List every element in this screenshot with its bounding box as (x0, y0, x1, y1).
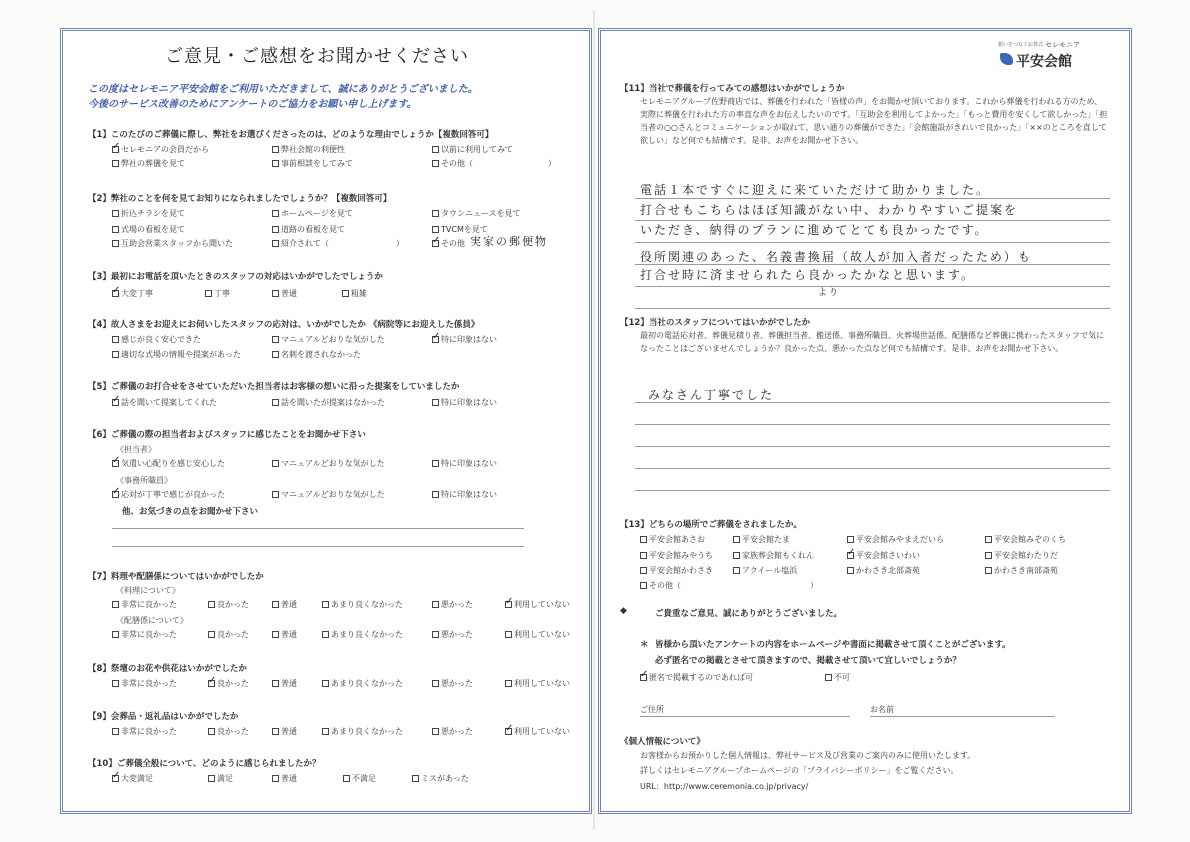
checkbox[interactable] (505, 631, 512, 638)
checkbox-checked[interactable] (112, 775, 119, 782)
q5-option[interactable]: 話を聞いたが提案はなかった (272, 397, 385, 408)
checkbox-checked[interactable] (432, 336, 439, 343)
q5-option[interactable]: 特に印象はない (432, 397, 497, 408)
checkbox[interactable] (112, 210, 119, 217)
q10-option[interactable]: ミスがあった (412, 773, 469, 784)
q13-option[interactable]: 平安会館あさお (640, 534, 705, 545)
q7-option[interactable]: 非常に良かった (112, 599, 177, 610)
q8-label: 【8】祭壇のお花や供花はいかがでしたか (88, 664, 247, 674)
q7-option[interactable]: 悪かった (432, 629, 473, 640)
checkbox[interactable] (432, 728, 439, 735)
checkbox[interactable] (432, 399, 439, 406)
q5-label: 【5】ご葬儀のお打合せをさせていただいた担当者はお客様の想いに沿った提案をしていましたか (88, 382, 460, 392)
q5-option[interactable]: ✓話を聞いて提案してくれた (112, 397, 217, 408)
checkbox[interactable] (112, 680, 119, 687)
q7-option[interactable]: ✓ 利用していない (505, 599, 570, 610)
checkbox[interactable] (432, 146, 439, 153)
q8-option[interactable]: 普通 (272, 678, 297, 689)
checkbox[interactable] (112, 631, 119, 638)
checkbox[interactable] (272, 351, 279, 358)
checkbox[interactable] (205, 290, 212, 297)
q6-option[interactable]: ✓気遣い心配りを感じ安心した (112, 458, 225, 469)
q1-label: 【1】このたびのご葬儀に際し、弊社をお選びくださったのは、どのような理由でしょうか【複数回答可】 (88, 130, 494, 140)
diamond-icon: ◆ (620, 606, 627, 616)
checkbox-checked[interactable] (432, 240, 439, 247)
write-line (112, 546, 524, 547)
page-title: ご意見・ご感想をお聞かせください (165, 46, 469, 67)
checkbox-checked[interactable] (208, 680, 215, 687)
q6-sub-staff: 《担当者》 (116, 445, 156, 454)
checkbox[interactable] (733, 536, 740, 543)
checkbox[interactable] (985, 552, 992, 559)
checkbox[interactable] (640, 552, 647, 559)
privacy-title: 《個人情報について》 (620, 737, 705, 747)
checkbox[interactable] (432, 680, 439, 687)
q8-option[interactable]: 利用していない (505, 678, 570, 689)
q2-label: 【2】弊社のことを何を見てお知りになられましたでしょうか？【複数回答可】 (88, 194, 392, 204)
checkbox[interactable] (825, 674, 832, 681)
q2-handwritten-other: 実家の郵便物 (470, 235, 548, 248)
checkbox[interactable] (208, 631, 215, 638)
q6-option[interactable]: マニュアルどおりな気がした (272, 489, 385, 500)
q8-option[interactable]: ✓ 良かった (208, 678, 249, 689)
q12-description: 最初の電話応対者、葬儀見積り者、葬儀担当者、搬送係、事務所職員、火葬場世話係、配膳係など葬儀に携わったスタッフで気になったことはございませんでしょうか？良かった点、悪かった点など何でも結構です。是非、お声をお聞かせ下さい。 (640, 331, 1105, 353)
checkbox[interactable] (322, 728, 329, 735)
logo-icon (1000, 53, 1013, 65)
q9-option[interactable]: 非常に良かった (112, 726, 177, 737)
checkbox[interactable] (432, 160, 439, 167)
checkbox-checked[interactable] (112, 460, 119, 467)
checkbox-checked[interactable] (112, 146, 119, 153)
write-line (635, 308, 1110, 309)
checkbox-checked[interactable] (112, 290, 119, 297)
checkbox[interactable] (272, 146, 279, 153)
privacy-text-1: お客様からお預かりした個人情報は、弊社サービス及び営業のご案内のみに使用いたします。 (640, 751, 976, 760)
q13-option[interactable]: 平安会館みやうち (640, 550, 713, 561)
q7-option[interactable]: 非常に良かった (112, 629, 177, 640)
q2-option[interactable]: 式場の看板を見て (112, 224, 185, 235)
q13-option[interactable]: アクイール塩浜 (733, 565, 797, 576)
q3-label: 【3】最初にお電話を頂いたときのスタッフの対応はいかがでしたでしょうか (88, 272, 383, 282)
checkbox-checked[interactable] (847, 552, 854, 559)
q11-handwritten: いただき、納得のプランに進めてとても良かったです。 (640, 223, 989, 237)
checkbox[interactable] (322, 601, 329, 608)
q9-option[interactable]: 悪かった (432, 726, 473, 737)
q12-handwritten: みなさん丁寧でした (648, 388, 775, 402)
checkbox[interactable] (343, 775, 350, 782)
q3-option[interactable]: ✓大変丁寧 (112, 288, 153, 299)
q3-option[interactable]: 普通 (272, 288, 297, 299)
q6-option[interactable]: 特に印象はない (432, 489, 497, 500)
checkbox[interactable] (733, 567, 740, 574)
q7-option[interactable]: 普通 (272, 629, 297, 640)
checkbox[interactable] (272, 680, 279, 687)
q6-other-prompt: 他、お気づきの点をお聞かせ下さい (122, 507, 259, 517)
name-label: お名前 (870, 705, 894, 714)
q9-option[interactable]: 良かった (208, 726, 249, 737)
q2-option[interactable]: 道路の看板を見て (272, 224, 345, 235)
checkbox[interactable] (112, 728, 119, 735)
checkbox[interactable] (272, 226, 279, 233)
q2-option[interactable]: タウンニュースを見て (432, 208, 521, 219)
intro-line-2: 今後のサービス改善のためにアンケートのご協力をお願い申し上げます。 (88, 99, 417, 110)
write-line (635, 490, 1110, 491)
q4-option[interactable]: マニュアルどおりな気がした (272, 334, 385, 345)
q7-sub-serving: 《配膳係について》 (116, 616, 188, 625)
write-line (112, 528, 524, 529)
q7-label: 【7】料理や配膳係についてはいかがでしたか (88, 572, 264, 582)
checkbox[interactable] (432, 210, 439, 217)
q11-handwritten: 電話１本ですぐに迎えに来ていただけて助かりました。 (640, 183, 991, 197)
q13-label: 【13】どちらの場所でご葬儀をされましたか。 (620, 520, 802, 530)
checkbox[interactable] (432, 601, 439, 608)
q8-option[interactable]: 悪かった (432, 678, 473, 689)
checkbox[interactable] (640, 536, 647, 543)
checkbox[interactable] (272, 460, 279, 467)
consent-yes-option[interactable]: ✓匿名で掲載するのであれば可 (640, 672, 753, 683)
q13-option[interactable]: ✓ 平安会館さいわい (847, 550, 920, 561)
q3-option[interactable]: 丁寧 (205, 288, 230, 299)
checkbox[interactable] (847, 567, 854, 574)
checkbox[interactable] (847, 536, 854, 543)
write-line (635, 446, 1110, 447)
checkbox[interactable] (272, 601, 279, 608)
q4-label: 【4】故人さまをお迎えにお伺いしたスタッフの応対は、いかがでしたか 《病院等にお迎えした係員》 (88, 320, 480, 330)
q10-option[interactable]: 普通 (272, 773, 297, 784)
q11-description: セレモニアグループ佐野商店では、葬儀を行われた「皆様の声」をお聞かせ頂いております。これから葬儀を行われる方のため、実際に葬儀を行われた方の率直な声をお伝えしたいのです。「互助会を利用してよかった」「もっと費用を安くして欲しかった」「担当者の○○さんとコミュニケーションが取れて、思い通りの葬儀ができた」「会館施設がきれいで良かった」「××のところを直して欲しい」など何でも結構です。是非、お声をお聞かせ下さい。 (640, 97, 1108, 145)
checkbox-checked[interactable] (505, 601, 512, 608)
q2-option-other[interactable]: ✓ その他 (432, 238, 465, 249)
checkbox[interactable] (112, 601, 119, 608)
logo-tagline: 想いをつなぐお葬式 (998, 42, 1044, 48)
q11-handwritten: 打合せもこちらはほぼ知識がない中、わかりやすいご提案を (640, 203, 1019, 217)
q7-option[interactable]: あまり良くなかった (322, 599, 403, 610)
checkbox[interactable] (112, 240, 119, 247)
checkbox[interactable] (640, 567, 647, 574)
name-field[interactable] (870, 716, 1055, 717)
checkbox[interactable] (272, 491, 279, 498)
checkbox[interactable] (272, 290, 279, 297)
checkbox[interactable] (272, 631, 279, 638)
q7-option[interactable]: 普通 (272, 599, 297, 610)
checkbox[interactable] (272, 775, 279, 782)
asterisk-icon: ＊ (640, 640, 649, 650)
q1-option-other[interactable]: その他（ (432, 158, 473, 169)
write-line (635, 198, 1110, 199)
q13-option-other[interactable]: その他（ (640, 580, 681, 591)
intro-line-1: この度はセレモニア平安会館をご利用いただきまして、誠にありがとうございました。 (88, 84, 478, 95)
q4-option[interactable]: 感じが良く安心できた (112, 334, 201, 345)
publish-notice-2: 必ず匿名での掲載とさせて頂きますので、掲載させて頂いて宜しいでしょうか？ (655, 656, 961, 666)
q13-option[interactable]: 平安会館みぞのくち (985, 534, 1066, 545)
checkbox[interactable] (272, 336, 279, 343)
checkbox[interactable] (208, 601, 215, 608)
q6-option[interactable]: マニュアルどおりな気がした (272, 458, 385, 469)
q4-option[interactable]: 適切な式場の情報や提案があった (112, 349, 241, 360)
checkbox-checked[interactable] (112, 399, 119, 406)
q7-sub-food: 《料理について》 (116, 586, 180, 595)
q6-option[interactable]: ✓応対が丁寧で感じが良かった (112, 489, 225, 500)
q13-option[interactable]: 家族葬会館もくれん (733, 550, 814, 561)
q8-option[interactable]: 非常に良かった (112, 678, 177, 689)
checkbox-checked[interactable] (505, 728, 512, 735)
q7-option[interactable]: 悪かった (432, 599, 473, 610)
write-line (635, 424, 1110, 425)
privacy-url-link[interactable]: URL：http://www.ceremonia.co.jp/privacy/ (640, 782, 809, 791)
address-label: ご住所 (640, 705, 664, 714)
q4-option[interactable]: ✓ 特に印象はない (432, 334, 497, 345)
checkbox[interactable] (112, 160, 119, 167)
q7-option[interactable]: 良かった (208, 629, 249, 640)
q11-handwritten: 打合せ時に済ませられたら良かったかなと思います。 (640, 268, 976, 282)
q2-option[interactable]: ホームページを見て (272, 208, 353, 219)
q2-referral-close: ） (396, 239, 404, 248)
checkbox[interactable] (342, 290, 349, 297)
q11-handwritten-insert: より (818, 288, 841, 298)
consent-no-option[interactable]: 不可 (825, 672, 850, 683)
checkbox[interactable] (208, 728, 215, 735)
q13-option[interactable]: 平安会館わたりだ (985, 550, 1058, 561)
checkbox[interactable] (432, 631, 439, 638)
q2-option[interactable]: 折込チラシを見て (112, 208, 185, 219)
q11-handwritten: 役所関連のあった、名義書換届（故人が加入者だったため）も (640, 250, 1032, 264)
q8-option[interactable]: あまり良くなかった (322, 678, 403, 689)
q9-label: 【9】会葬品・返礼品はいかがでしたか (88, 712, 239, 722)
q7-option[interactable]: 良かった (208, 599, 249, 610)
checkbox-checked[interactable] (640, 674, 647, 681)
checkbox[interactable] (985, 567, 992, 574)
q10-option[interactable]: 満足 (208, 773, 233, 784)
logo-name: 平安会館 (1016, 54, 1072, 70)
checkbox[interactable] (112, 336, 119, 343)
q13-option[interactable]: かわさき北部斎苑 (847, 565, 920, 576)
checkbox[interactable] (272, 728, 279, 735)
q6-option[interactable]: 特に印象はない (432, 458, 497, 469)
q1-option[interactable]: 弊社の葬儀を見て (112, 158, 185, 169)
q10-option[interactable]: 不満足 (343, 773, 376, 784)
write-line (635, 286, 1110, 287)
q4-option[interactable]: 名刺を渡されなかった (272, 349, 361, 360)
page-fold (593, 10, 595, 830)
checkbox[interactable] (112, 351, 119, 358)
checkbox[interactable] (505, 680, 512, 687)
closing-thanks: ご貴重なご意見、誠にありがとうございました。 (655, 609, 843, 619)
checkbox-checked[interactable] (112, 491, 119, 498)
q1-option[interactable]: 事前相談をしてみて (272, 158, 353, 169)
checkbox[interactable] (272, 160, 279, 167)
q6-sub-office: 《事務所職員》 (116, 476, 172, 485)
q7-option[interactable]: 利用していない (505, 629, 570, 640)
checkbox[interactable] (208, 775, 215, 782)
checkbox[interactable] (272, 399, 279, 406)
checkbox[interactable] (985, 536, 992, 543)
checkbox[interactable] (640, 582, 647, 589)
checkbox[interactable] (272, 240, 279, 247)
q2-option[interactable]: 紹介されて（ (272, 238, 329, 249)
q13-other-close: ） (810, 581, 818, 590)
q9-option[interactable]: あまり良くなかった (322, 726, 403, 737)
q13-option[interactable]: 平安会館みやまえだいら (847, 534, 944, 545)
checkbox[interactable] (432, 491, 439, 498)
q1-option[interactable]: 弊社会館の利便性 (272, 144, 345, 155)
checkbox[interactable] (733, 552, 740, 559)
logo-brand: セレモニア (1045, 41, 1080, 49)
q12-label: 【12】当社のスタッフについてはいかがでしたか (620, 318, 811, 328)
write-line (635, 242, 1110, 243)
q13-option[interactable]: かわさき南部斎苑 (985, 565, 1058, 576)
q9-option[interactable]: 普通 (272, 726, 297, 737)
q2-option[interactable]: TVCMを見て (432, 224, 488, 235)
checkbox[interactable] (412, 775, 419, 782)
checkbox[interactable] (432, 460, 439, 467)
checkbox[interactable] (432, 226, 439, 233)
privacy-text-2: 詳しくはセレモニアグループホームページの「プライバシーポリシー」をご覧ください。 (640, 766, 959, 775)
write-line (635, 468, 1110, 469)
publish-notice-1: 皆様から頂いたアンケートの内容をホームページや書面に掲載させて頂くことがございます。 (655, 640, 1011, 650)
q1-option[interactable]: 以前に利用してみて (432, 144, 513, 155)
q2-option[interactable]: 互助会営業スタッフから聞いた (112, 238, 233, 249)
q9-option[interactable]: ✓ 利用していない (505, 726, 570, 737)
checkbox[interactable] (272, 210, 279, 217)
checkbox[interactable] (322, 680, 329, 687)
q13-option[interactable]: 平安会館かわさき (640, 565, 713, 576)
q10-label: 【10】ご葬儀全般について、どのように感じられましたか？ (88, 759, 321, 769)
q13-option[interactable]: 平安会館たま (733, 534, 790, 545)
checkbox[interactable] (322, 631, 329, 638)
q6-label: 【6】ご葬儀の際の担当者およびスタッフに感じたことをお聞かせ下さい (88, 430, 366, 440)
checkbox[interactable] (112, 226, 119, 233)
address-field[interactable] (640, 716, 850, 717)
write-line (635, 402, 1110, 403)
q7-option[interactable]: あまり良くなかった (322, 629, 403, 640)
q1-option[interactable]: ✓セレモニアの会員だから (112, 144, 209, 155)
q11-label: 【11】当社で葬儀を行ってみての感想はいかがでしょうか (620, 84, 845, 94)
q10-option[interactable]: ✓大変満足 (112, 773, 153, 784)
q3-option[interactable]: 粗雑 (342, 288, 367, 299)
q1-other-close: ） (548, 159, 556, 168)
